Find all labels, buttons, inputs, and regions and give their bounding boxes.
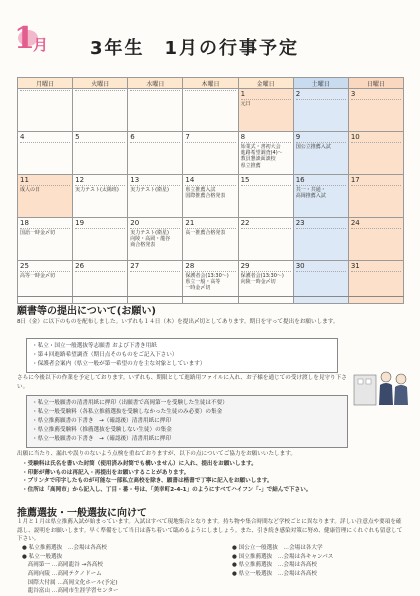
- day-number: [185, 90, 235, 91]
- day-event: 向陵・高岡・龍谷: [130, 236, 171, 242]
- list-item: 国際大付属 …高岡文化ホール(予定): [22, 579, 118, 586]
- calendar-week: [18, 175, 404, 218]
- calendar-day: [348, 89, 403, 132]
- day-number: 10: [351, 133, 401, 143]
- day-event: 始業式・書初大会: [240, 143, 281, 150]
- calendar-day: [73, 175, 128, 218]
- day-number: 22: [241, 219, 291, 229]
- calendar-day: [238, 218, 293, 261]
- exam-venues-left: [22, 544, 212, 596]
- month-number: 1: [14, 21, 35, 56]
- day-number: 16: [296, 176, 346, 186]
- calendar-day: [183, 218, 238, 261]
- day-event: 共一・共通・: [295, 186, 326, 193]
- calendar-day: [348, 261, 403, 304]
- weekday-fri: 金曜日: [238, 78, 293, 89]
- list-item: ・県立一般願書の下書き →（確認後）清書用紙に押印: [32, 435, 171, 442]
- day-number: 31: [351, 262, 401, 272]
- day-number: 2: [296, 90, 346, 100]
- day-number: 4: [20, 133, 70, 143]
- notes-intro: 出願に当たり、漏れや誤りのないよう点検を重ねておりますが、以下の点についてご協力をお願いいたします。: [17, 451, 296, 457]
- day-number: 8: [241, 133, 291, 143]
- day-event: 県立一般・高等: [185, 279, 221, 285]
- calendar-day: [293, 175, 348, 218]
- day-number: 3: [351, 90, 401, 100]
- calendar-day: [18, 89, 73, 132]
- weekday-thu: 木曜日: [183, 78, 238, 89]
- day-number: 25: [20, 262, 70, 272]
- list-item: 高岡向陵 …高岡テクノドーム: [22, 570, 102, 577]
- day-number: 23: [296, 219, 346, 229]
- calendar-day: [348, 175, 403, 218]
- day-number: 5: [75, 133, 125, 143]
- day-number: 11: [20, 176, 70, 186]
- section-intro: 8日（金）に以下のものを配布しました。いずれも１４日（木）を提出〆切としてあります。期日を守って提出をお願いします。: [17, 319, 339, 325]
- section-title-applications: 願書等の提出について(お願い): [17, 306, 156, 317]
- note-item: ・受験料は氏名を書いた封筒（使用済み封筒でも構いません）に入れ、提出をお願いします。: [22, 461, 257, 467]
- calendar-day: [183, 175, 238, 218]
- calendar-day: [293, 261, 348, 304]
- calendar-day: [128, 175, 183, 218]
- weekday-wed: 水曜日: [128, 78, 183, 89]
- day-event: 教員懇談面談校: [240, 156, 276, 163]
- calendar-day: [128, 218, 183, 261]
- day-number: 28: [185, 262, 235, 272]
- day-number: 1: [241, 90, 291, 100]
- list-item: ・私立一般願書の清書用紙に押印（出願書で高岡第一を受験した生徒は不要）: [32, 400, 228, 406]
- calendar-week: [18, 261, 404, 304]
- day-event: 高岡推薦入試: [295, 193, 326, 199]
- calendar-day: [18, 261, 73, 304]
- list-item: ・保護者会案内（県立一般が第一希望の方を主な対象としています）: [32, 360, 206, 367]
- planned-tasks-box: [26, 395, 348, 448]
- calendar-day: [293, 218, 348, 261]
- calendar-day: [128, 261, 183, 304]
- day-event: 元日: [240, 100, 251, 107]
- calendar: [17, 77, 404, 304]
- list-item: 龍谷富山 …高岡市生涯学習センター: [22, 588, 119, 595]
- list-item: ● 県立一般選抜 …会場は各高校: [232, 570, 317, 577]
- distributed-items-box: [26, 338, 338, 373]
- section-mid: さらに今後以下の作業を予定しております。いずれも、期限として進路用ファイルに入れ、お子様を通じての受け渡しを見守り下さい。: [17, 375, 347, 390]
- list-item: ● 私立一般選抜: [22, 553, 63, 560]
- day-number: 24: [351, 219, 401, 229]
- day-number: 7: [185, 133, 235, 143]
- list-item: ・私立・国立一般選抜等志願書 および下書き用紙: [32, 343, 157, 349]
- day-number: [75, 90, 125, 91]
- calendar-day: [238, 261, 293, 304]
- day-event: 進路希望調査(4)〜: [240, 150, 283, 156]
- list-item: ・県立推薦願書の下書き →（確認後）清書用紙に押印: [32, 417, 171, 424]
- day-event: 国際推薦合格発表: [185, 193, 226, 199]
- day-event: 国公立推薦入試: [295, 143, 331, 150]
- day-number: 13: [130, 176, 180, 186]
- day-event: 県立推薦入試: [185, 186, 216, 193]
- page-title: 3年生 1月の行事予定: [90, 38, 300, 59]
- day-event: 保護者会(13:30〜): [185, 272, 229, 279]
- section-title-exams: 推薦選抜・一般選抜に向けて: [17, 508, 147, 519]
- list-item: ● 国公立一般選抜 …会場は各大学: [232, 545, 323, 551]
- calendar-day: [128, 89, 183, 132]
- day-number: [20, 90, 70, 91]
- list-item: ● 私立推薦選抜 …会場は各高校: [22, 545, 107, 551]
- day-number: 20: [130, 219, 180, 229]
- day-number: 17: [351, 176, 401, 186]
- calendar-week: [18, 89, 404, 132]
- calendar-week: [18, 218, 404, 261]
- weekday-sat: 土曜日: [293, 78, 348, 89]
- day-event: 高一推薦合格発表: [185, 229, 226, 236]
- calendar-week: [18, 132, 404, 175]
- list-item: ● 国立推薦選抜 …会場は各キャンパス: [232, 553, 334, 560]
- section2-text: １月と１月は県立推薦入試が始まっています。入試はすべて現地集合となります。持ち物や集合時間など学校ごとに異なります。詳しい注意点や要項を確認し、説明をお願いします。早く準備をして当日は落ち着いて臨めるようにしましょう。また、引き続き感染対策に努め、健康管理にくれぐれも留意して下さい。: [17, 519, 403, 543]
- day-event: 一時金〆切: [185, 285, 211, 292]
- list-item: ・第４回進路希望調査（期日点そのものをご記入下さい）: [32, 351, 178, 358]
- day-number: 27: [130, 262, 180, 272]
- calendar-day: [73, 218, 128, 261]
- calendar-day: [348, 132, 403, 175]
- day-number: 12: [75, 176, 125, 186]
- day-number: 21: [185, 219, 235, 229]
- day-number: 6: [130, 133, 180, 143]
- day-event: 向陵一時金〆切: [240, 279, 276, 285]
- day-event: 実力テスト(太陽班): [75, 186, 119, 193]
- note-item: ・印影が薄いものは再記入・再提出をお願いすることがあります。: [22, 469, 190, 476]
- day-event: 商合格発表: [130, 242, 156, 249]
- day-number: 15: [241, 176, 291, 186]
- day-number: 29: [241, 262, 291, 272]
- calendar-day: [18, 218, 73, 261]
- header: [0, 0, 420, 62]
- calendar-day: [348, 218, 403, 261]
- calendar-day: [293, 89, 348, 132]
- list-item: ● 県立推薦選抜 …会場は各高校: [232, 562, 317, 569]
- day-number: 9: [296, 133, 346, 143]
- day-event: 県立推薦: [240, 162, 261, 169]
- calendar-day: [293, 132, 348, 175]
- calendar-day: [183, 89, 238, 132]
- weekday-mon: 月曜日: [18, 78, 73, 89]
- list-item: ・私立一般受験料（各私立推薦選抜を受験しなかった生徒のみ必要）の集金: [32, 408, 223, 415]
- calendar-day: [183, 132, 238, 175]
- calendar-day: [18, 175, 73, 218]
- notes-list: [22, 460, 404, 495]
- day-number: [130, 90, 180, 91]
- day-number: 18: [20, 219, 70, 229]
- note-item: ・プリンタで印字したものが可能な一部私立高校を除き、願書は楷書で丁寧に記入をお願いします。: [22, 478, 273, 485]
- calendar-day: [73, 132, 128, 175]
- students-illustration: [352, 365, 410, 409]
- weekday-tue: 火曜日: [73, 78, 128, 89]
- calendar-day: [238, 175, 293, 218]
- day-event: 保護者会(13:30〜): [240, 272, 284, 279]
- day-event: 成人の日: [20, 186, 41, 193]
- day-event: 実力テスト(衛星): [130, 229, 169, 236]
- calendar-day: [128, 132, 183, 175]
- month-char: 月: [33, 36, 49, 54]
- day-event: 高等一時金〆切: [20, 272, 56, 279]
- day-number: 26: [75, 262, 125, 272]
- calendar-day: [73, 89, 128, 132]
- day-number: 30: [296, 262, 346, 272]
- weekday-sun: 日曜日: [348, 78, 403, 89]
- divider: [17, 296, 404, 297]
- exam-venues-right: [232, 544, 404, 579]
- day-event: 国語一時金〆切: [20, 229, 56, 236]
- day-number: 14: [185, 176, 235, 186]
- list-item: 高岡第一 …高岡龍谷 →各高校: [22, 562, 103, 569]
- day-number: 19: [75, 219, 125, 229]
- calendar-day: [183, 261, 238, 304]
- calendar-day: [238, 89, 293, 132]
- list-item: ・県立推薦受験料（推薦選抜を受験しない生徒）の集金: [32, 426, 172, 433]
- day-event: 実力テスト(衛星): [130, 186, 169, 193]
- calendar-day: [18, 132, 73, 175]
- calendar-day: [73, 261, 128, 304]
- calendar-day: [238, 132, 293, 175]
- note-item: ・住所は「高岡市」から記入し、丁目・番・号は、「美幸町2-4-1」のようにすべてハイフン「-」で結んで下さい。: [22, 486, 312, 493]
